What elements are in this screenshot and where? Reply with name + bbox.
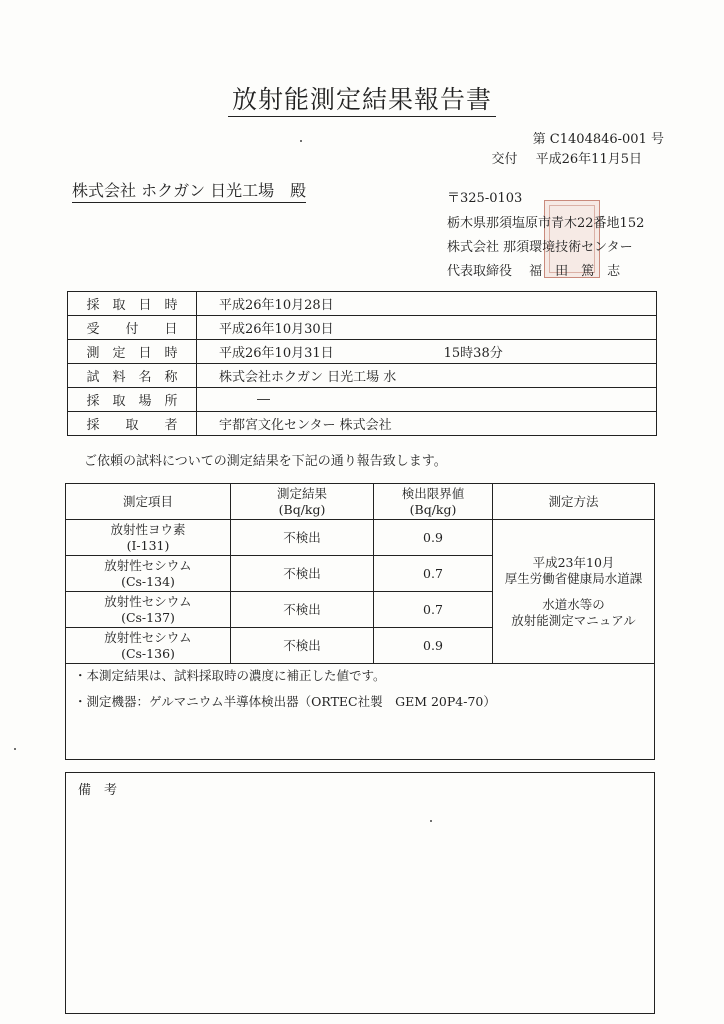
intro-text: ご依頼の試料についての測定結果を下記の通り報告致します。 bbox=[84, 454, 447, 469]
nuclide-symbol: (Cs-134) bbox=[121, 573, 175, 589]
sample-info-value: 平成26年10月30日 bbox=[197, 316, 657, 340]
header-limit bbox=[374, 484, 493, 520]
sample-info-row bbox=[68, 340, 657, 364]
page-title bbox=[0, 80, 724, 116]
sender-postal: 〒325-0103 bbox=[447, 191, 523, 206]
issued-date-line bbox=[491, 148, 642, 167]
nuclide-symbol: (Cs-137) bbox=[121, 609, 175, 625]
sample-info-label: 試 料 名 称 bbox=[68, 364, 197, 388]
sample-info-row bbox=[68, 292, 657, 316]
limit-value: 0.7 bbox=[374, 592, 493, 628]
scan-speck bbox=[14, 748, 16, 750]
sample-info-row bbox=[68, 364, 657, 388]
page-title-text: 放射能測定結果報告書 bbox=[228, 85, 496, 117]
note-line: ・本測定結果は、試料採取時の濃度に補正した値です。 bbox=[74, 668, 386, 683]
issued-date: 平成26年11月5日 bbox=[535, 152, 642, 167]
nuclide-name: 放射性セシウム bbox=[104, 593, 192, 609]
sample-info-value: 宇都宮文化センター 株式会社 bbox=[197, 412, 657, 436]
document-number: 第 C1404846-001 号 bbox=[532, 132, 664, 147]
result-value: 不検出 bbox=[231, 520, 374, 556]
method-line: 放射能測定マニュアル bbox=[511, 612, 636, 628]
remarks-box bbox=[65, 772, 655, 1014]
limit-value: 0.9 bbox=[374, 628, 493, 664]
sender-representative: 代表取締役 福 田 篤 志 bbox=[447, 264, 621, 279]
header-result-unit: (Bq/kg) bbox=[278, 501, 326, 517]
method-spacer bbox=[493, 587, 654, 597]
method-line: 水道水等の bbox=[542, 596, 605, 612]
sender-address: 栃木県那須塩原市青木22番地152 bbox=[447, 216, 645, 231]
nuclide-symbol: (I-131) bbox=[126, 537, 170, 553]
header-result-label: 測定結果 bbox=[276, 485, 327, 501]
nuclide-cell bbox=[66, 628, 231, 664]
header-limit-unit: (Bq/kg) bbox=[409, 501, 457, 517]
method-cell bbox=[493, 520, 655, 664]
sample-info-label: 測 定 日 時 bbox=[68, 340, 197, 364]
addressee: 株式会社 ホクガン 日光工場 殿 bbox=[72, 178, 306, 203]
nuclide-cell bbox=[66, 592, 231, 628]
result-value: 不検出 bbox=[231, 556, 374, 592]
limit-value: 0.7 bbox=[374, 556, 493, 592]
sample-info-value: 株式会社ホクガン 日光工場 水 bbox=[197, 364, 657, 388]
nuclide-name: 放射性ヨウ素 bbox=[110, 521, 186, 537]
sample-info-value: 平成26年10月31日 bbox=[219, 346, 334, 361]
sample-info-value: 平成26年10月28日 bbox=[197, 292, 657, 316]
result-value: 不検出 bbox=[231, 592, 374, 628]
sample-info-table bbox=[67, 291, 657, 436]
remarks-label: 備 考 bbox=[78, 783, 118, 798]
sample-info-row bbox=[68, 412, 657, 436]
header-limit-label: 検出限界値 bbox=[401, 485, 465, 501]
header-method: 測定方法 bbox=[493, 484, 655, 520]
header-item: 測定項目 bbox=[66, 484, 231, 520]
limit-value: 0.9 bbox=[374, 520, 493, 556]
sample-info-value: ― bbox=[197, 388, 657, 412]
header-result bbox=[231, 484, 374, 520]
measurement-time: 15時38分 bbox=[443, 346, 503, 361]
nuclide-cell bbox=[66, 520, 231, 556]
sample-info-label: 採 取 場 所 bbox=[68, 388, 197, 412]
results-table bbox=[65, 483, 655, 664]
sample-info-value-cell bbox=[197, 340, 657, 364]
method-line: 厚生労働省健康局水道課 bbox=[504, 570, 643, 586]
notes-box bbox=[65, 660, 655, 760]
sample-info-label: 受 付 日 bbox=[68, 316, 197, 340]
nuclide-cell bbox=[66, 556, 231, 592]
scan-speck bbox=[300, 140, 302, 142]
issued-label: 交付 bbox=[491, 152, 518, 167]
results-header-row bbox=[66, 484, 655, 520]
sample-info-label: 採 取 日 時 bbox=[68, 292, 197, 316]
sample-info-label: 採 取 者 bbox=[68, 412, 197, 436]
scan-speck bbox=[430, 820, 432, 822]
nuclide-name: 放射性セシウム bbox=[104, 557, 192, 573]
sample-info-row bbox=[68, 388, 657, 412]
nuclide-symbol: (Cs-136) bbox=[121, 645, 175, 661]
sample-info-row bbox=[68, 316, 657, 340]
note-line: ・測定機器：ゲルマニウム半導体検出器（ORTEC社製 GEM 20P4-70） bbox=[74, 694, 496, 709]
results-row bbox=[66, 520, 655, 556]
nuclide-name: 放射性セシウム bbox=[104, 629, 192, 645]
sender-company: 株式会社 那須環境技術センター bbox=[447, 240, 633, 255]
result-value: 不検出 bbox=[231, 628, 374, 664]
method-line: 平成23年10月 bbox=[532, 554, 615, 570]
